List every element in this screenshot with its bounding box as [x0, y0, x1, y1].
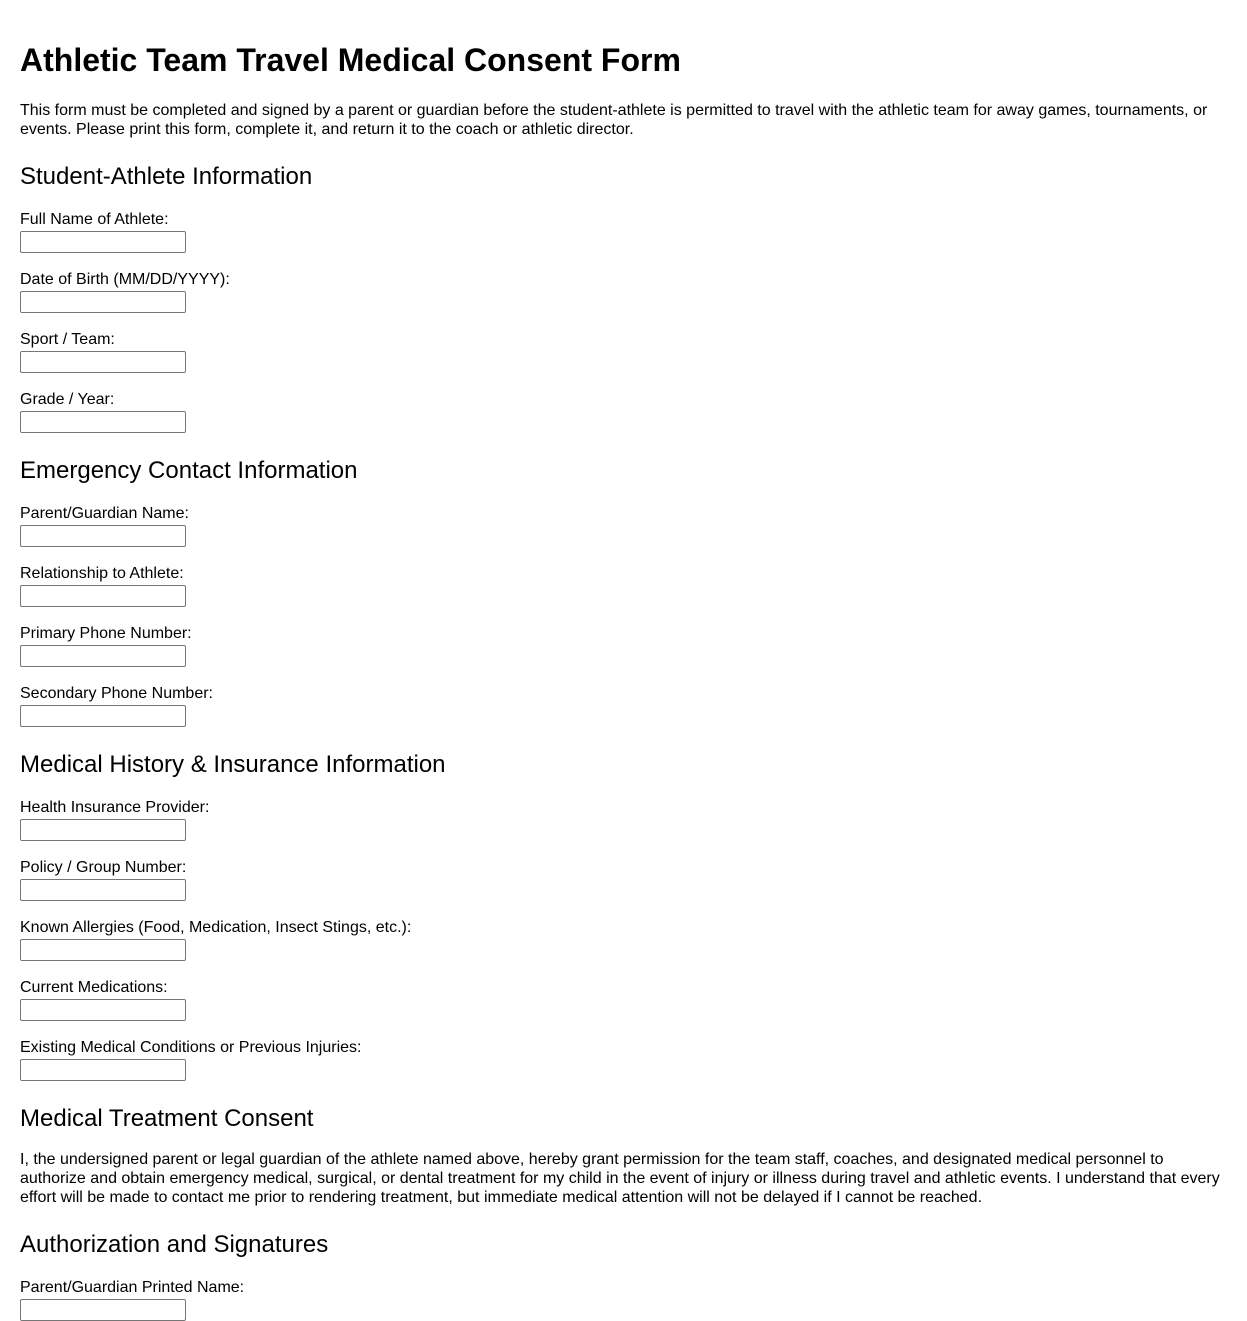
section-medical	[20, 798, 1227, 1081]
relationship-input[interactable]	[20, 585, 186, 607]
primary-phone-input[interactable]	[20, 645, 186, 667]
field-secondary-phone	[20, 684, 1227, 727]
field-dob	[20, 270, 1227, 313]
guardian-name-label: Parent/Guardian Name:	[20, 505, 189, 522]
field-medications	[20, 978, 1227, 1021]
section-athlete	[20, 210, 1227, 433]
conditions-label: Existing Medical Conditions or Previous Injuries:	[20, 1039, 362, 1056]
insurance-provider-input[interactable]	[20, 819, 186, 841]
field-primary-phone	[20, 624, 1227, 667]
field-full-name	[20, 210, 1227, 253]
section-heading-emergency: Emergency Contact Information	[20, 457, 358, 484]
printed-name-input[interactable]	[20, 1299, 186, 1321]
allergies-input[interactable]	[20, 939, 186, 961]
sport-input[interactable]	[20, 351, 186, 373]
allergies-label: Known Allergies (Food, Medication, Insect Stings, etc.):	[20, 919, 412, 936]
field-grade	[20, 390, 1227, 433]
grade-input[interactable]	[20, 411, 186, 433]
field-insurance-provider	[20, 798, 1227, 841]
printed-name-label: Parent/Guardian Printed Name:	[20, 1279, 245, 1296]
conditions-input[interactable]	[20, 1059, 186, 1081]
field-relationship	[20, 564, 1227, 607]
field-sport	[20, 330, 1227, 373]
field-conditions	[20, 1038, 1227, 1081]
full-name-input[interactable]	[20, 231, 186, 253]
insurance-provider-label: Health Insurance Provider:	[20, 799, 210, 816]
grade-label: Grade / Year:	[20, 391, 115, 408]
field-printed-name	[20, 1278, 1227, 1321]
relationship-label: Relationship to Athlete:	[20, 565, 184, 582]
full-name-label: Full Name of Athlete:	[20, 211, 169, 228]
section-heading-signatures: Authorization and Signatures	[20, 1231, 329, 1258]
page-title: Athletic Team Travel Medical Consent Form	[20, 42, 681, 78]
intro-text: This form must be completed and signed by a parent or guardian before the student-athlete is permitted to travel with the athletic team for away games, tournaments, or events. Please print this form, complete it, and return it to the coach or athletic director.	[20, 102, 1208, 138]
policy-number-label: Policy / Group Number:	[20, 859, 187, 876]
field-allergies	[20, 918, 1227, 961]
section-heading-consent: Medical Treatment Consent	[20, 1105, 314, 1132]
dob-input[interactable]	[20, 291, 186, 313]
guardian-name-input[interactable]	[20, 525, 186, 547]
primary-phone-label: Primary Phone Number:	[20, 625, 192, 642]
dob-label: Date of Birth (MM/DD/YYYY):	[20, 271, 230, 288]
secondary-phone-label: Secondary Phone Number:	[20, 685, 213, 702]
section-signatures	[20, 1278, 1227, 1321]
medications-input[interactable]	[20, 999, 186, 1021]
section-emergency	[20, 504, 1227, 727]
field-guardian-name	[20, 504, 1227, 547]
consent-text: I, the undersigned parent or legal guardian of the athlete named above, hereby grant permission for the team staff, coaches, and designated medical personnel to authorize and obtain emergency medical, surgical, or dental treatment for my child in the event of injury or illness during travel and athletic events. I understand that every effort will be made to contact me prior to rendering treatment, but immediate medical attention will not be delayed if I cannot be reached.	[20, 1151, 1220, 1206]
section-heading-athlete: Student-Athlete Information	[20, 163, 313, 190]
field-policy-number	[20, 858, 1227, 901]
policy-number-input[interactable]	[20, 879, 186, 901]
medications-label: Current Medications:	[20, 979, 168, 996]
sport-label: Sport / Team:	[20, 331, 115, 348]
section-heading-medical: Medical History & Insurance Information	[20, 751, 446, 778]
secondary-phone-input[interactable]	[20, 705, 186, 727]
